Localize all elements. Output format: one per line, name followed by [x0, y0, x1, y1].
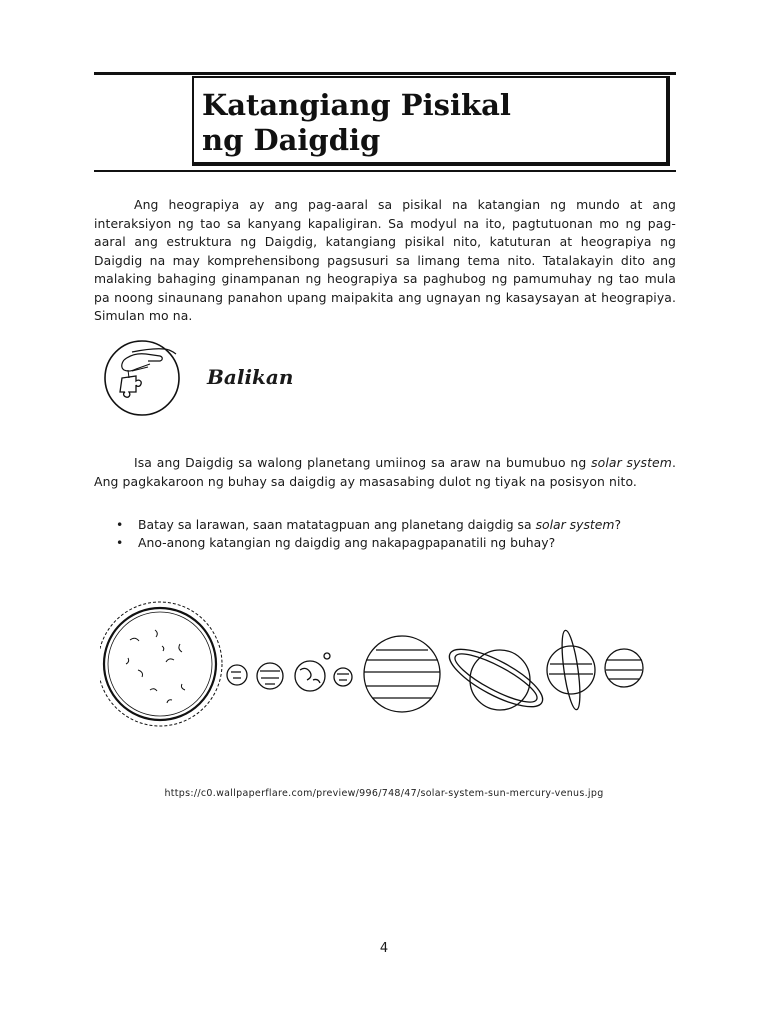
- page-title: [202, 88, 511, 158]
- question-list: [116, 516, 686, 552]
- solar-system-illustration: [100, 600, 660, 730]
- neptune-drawing: [605, 649, 643, 687]
- sun-drawing: [100, 602, 222, 726]
- page-number: 4: [379, 941, 389, 956]
- recap-paragraph: [94, 454, 676, 491]
- question-item: [116, 516, 686, 534]
- intro-paragraph: [94, 196, 676, 326]
- question-term: solar system: [535, 517, 615, 532]
- hand-puzzle-piece-icon: [102, 338, 182, 418]
- intro-text: Ang heograpiya ay ang pag-aaral sa pisikal na katangian ng mundo at ang interaksiyon ng tao sa kanyang kapaligiran. Sa modyul na ito, pagtutuonan mo ng pag-aaral ang estruktura ng Daigdig, katangiang pisikal nito, katuturan at heograpiya ng Daigdig na may komprehensibong pagsusuri sa limang tema nito. Tatalakayin dito ang malaking bahaging ginampanan ng heograpiya sa paghubog ng pamumuhay ng tao mula pa noong sinaunang panahon upang maipakita ang ugnayan ng kasaysayan at heograpiya. Simulan mo na.: [94, 197, 676, 323]
- question-text: Ano-anong katangian ng daigdig ang nakapagpapanatili ng buhay?: [138, 535, 556, 550]
- question-item: [116, 534, 686, 552]
- recap-text-1: Isa ang Daigdig sa walong planetang umiinog sa araw na bumubuo ng: [134, 455, 592, 470]
- title-box: [192, 76, 670, 166]
- venus-drawing: [257, 663, 283, 689]
- bullet-icon: •: [116, 517, 124, 532]
- question-text: Batay sa larawan, saan matatagpuan ang planetang daigdig sa: [138, 517, 536, 532]
- bullet-icon: •: [116, 535, 124, 550]
- recap-term: solar system: [591, 455, 672, 470]
- earth-drawing: [295, 653, 330, 691]
- mercury-drawing: [227, 665, 247, 685]
- question-end: ?: [614, 517, 622, 532]
- saturn-drawing: [442, 639, 550, 718]
- uranus-drawing: [547, 629, 595, 710]
- title-line-1: Katangiang Pisikal: [202, 88, 511, 122]
- title-line-2: ng Daigdig: [202, 123, 381, 157]
- section-heading: Balikan: [207, 365, 294, 389]
- jupiter-drawing: [364, 636, 440, 712]
- mars-drawing: [334, 668, 352, 686]
- image-source-caption: https://c0.wallpaperflare.com/preview/996/748/47/solar-system-sun-mercury-venus.jpg: [164, 788, 604, 799]
- recap-text-2: . Ang pagkakaroon ng buhay sa daigdig ay masasabing dulot ng tiyak na posisyon nito.: [94, 455, 676, 489]
